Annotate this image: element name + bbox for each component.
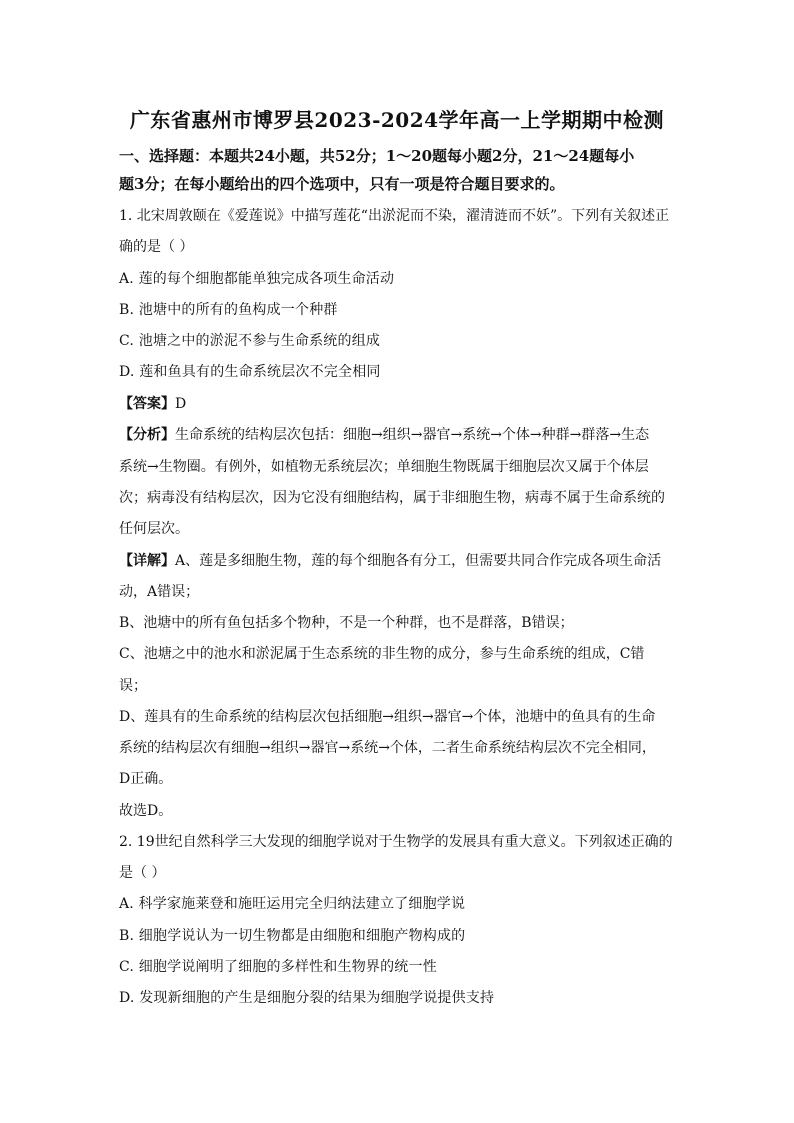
q1-detail-line-3: B、池塘中的所有鱼包括多个物种，不是一个种群，也不是群落，B错误；: [119, 615, 574, 631]
section-heading-line-2: 题3分；在每小题给出的四个选项中，只有一项是符合题目要求的。: [119, 175, 565, 193]
q1-conclusion: 故选D。: [119, 803, 173, 819]
analysis-tag: 【分析】: [119, 427, 175, 443]
q1-analysis-line-1: [119, 426, 649, 444]
document-title: 广东省惠州市博罗县2023-2024学年高一上学期期中检测: [129, 108, 665, 132]
analysis-text-1: 生命系统的结构层次包括：细胞→组织→器官→系统→个体→种群→群落→生态: [175, 427, 650, 443]
q1-detail-line-1: [119, 552, 661, 570]
detail-tag: 【详解】: [119, 553, 175, 569]
q1-detail-line-7: 系统的结构层次有细胞→组织→器官→系统→个体，二者生命系统结构层次不完全相同，: [119, 740, 656, 756]
q1-option-a: A. 莲的每个细胞都能单独完成各项生命活动: [119, 271, 395, 287]
q2-stem-line-1: 2. 19世纪自然科学三大发现的细胞学说对于生物学的发展具有重大意义。下列叙述正确的: [119, 834, 673, 850]
answer-value: D: [175, 396, 187, 412]
q2-option-a: A. 科学家施莱登和施旺运用完全归纳法建立了细胞学说: [119, 896, 466, 912]
q1-answer-line: [119, 395, 186, 413]
q1-option-d: D. 莲和鱼具有的生命系统层次不完全相同: [119, 364, 381, 380]
q2-option-c: C. 细胞学说阐明了细胞的多样性和生物界的统一性: [119, 959, 437, 975]
q1-option-c: C. 池塘之中的淤泥不参与生命系统的组成: [119, 333, 381, 349]
answer-tag: 【答案】: [119, 396, 175, 412]
q2-option-b: B. 细胞学说认为一切生物都是由细胞和细胞产物构成的: [119, 928, 466, 944]
q1-detail-line-5: 误；: [119, 678, 147, 694]
q1-option-b: B. 池塘中的所有的鱼构成一个种群: [119, 302, 338, 318]
q1-detail-line-8: D正确。: [119, 771, 173, 787]
detail-text-1: A、莲是多细胞生物，莲的每个细胞各有分工，但需要共同合作完成各项生命活: [175, 553, 662, 569]
q1-analysis-line-4: 任何层次。: [119, 521, 189, 537]
q1-detail-line-6: D、莲具有的生命系统的结构层次包括细胞→组织→器官→个体，池塘中的鱼具有的生命: [119, 709, 656, 725]
q1-stem-line-1: 1. 北宋周敦颐在《爱莲说》中描写莲花“出淤泥而不染，濯清涟而不妖”。下列有关叙述正: [119, 208, 670, 224]
q1-detail-line-2: 动，A错误；: [119, 584, 200, 600]
q2-stem-line-2: 是（ ）: [119, 865, 166, 881]
section-heading-line-1: 一、选择题：本题共24小题，共52分；1～20题每小题2分，21～24题每小: [119, 147, 635, 165]
q1-analysis-line-3: 次；病毒没有结构层次，因为它没有细胞结构，属于非细胞生物，病毒不属于生命系统的: [119, 490, 665, 506]
q1-stem-line-2: 确的是（ ）: [119, 239, 194, 255]
q1-analysis-line-2: 系统→生物圈。有例外，如植物无系统层次；单细胞生物既属于细胞层次又属于个体层: [119, 459, 649, 475]
q1-detail-line-4: C、池塘之中的池水和淤泥属于生态系统的非生物的成分，参与生命系统的组成，C错: [119, 646, 645, 662]
q2-option-d: D. 发现新细胞的产生是细胞分裂的结果为细胞学说提供支持: [119, 990, 495, 1006]
